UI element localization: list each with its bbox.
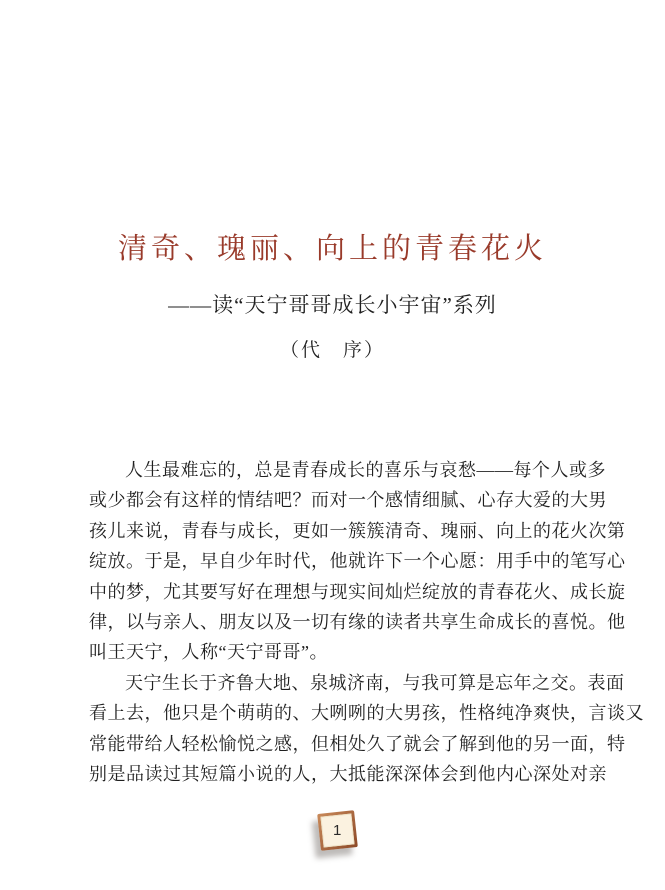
body-text xyxy=(89,455,644,789)
body-line: 孩儿来说，青春与成长，更如一簇簇清奇、瑰丽、向上的花火次第 xyxy=(89,520,626,541)
page-title: 清奇、瑰丽、向上的青春花火 xyxy=(117,233,547,265)
body-line: 中的梦，尤其要写好在理想与现实间灿烂绽放的青春花火、成长旋 xyxy=(89,581,626,602)
page-subtitle: ——读“天宁哥哥成长小宇宙”系列 xyxy=(168,293,497,317)
body-line: 绽放。于是，早自少年时代，他就许下一个心愿：用手中的笔写心 xyxy=(89,551,626,572)
preface-label: （代 序） xyxy=(279,340,385,361)
body-line: 常能带给人轻松愉悦之感，但相处久了就会了解到他的另一面，特 xyxy=(89,733,626,754)
body-line: 别是品读过其短篇小说的人，大抵能深深体会到他内心深处对亲 xyxy=(89,763,607,784)
body-line: 天宁生长于齐鲁大地、泉城济南，与我可算是忘年之交。表面 xyxy=(125,672,625,693)
page-number-tile-face xyxy=(320,813,354,847)
body-line: 或少都会有这样的情结吧？而对一个感情细腻、心存大爱的大男 xyxy=(89,490,607,511)
body-line: 律，以与亲人、朋友以及一切有缘的读者共享生命成长的喜悦。他 xyxy=(89,611,626,632)
page-number-tile xyxy=(317,810,358,851)
body-line: 叫王天宁，人称“天宁哥哥”。 xyxy=(89,642,328,663)
body-line: 人生最难忘的，总是青春成长的喜乐与哀愁——每个人或多 xyxy=(125,460,606,480)
page-number: 1 xyxy=(333,822,342,839)
body-line: 看上去，他只是个萌萌的、大咧咧的大男孩，性格纯净爽快，言谈又 xyxy=(89,703,644,724)
